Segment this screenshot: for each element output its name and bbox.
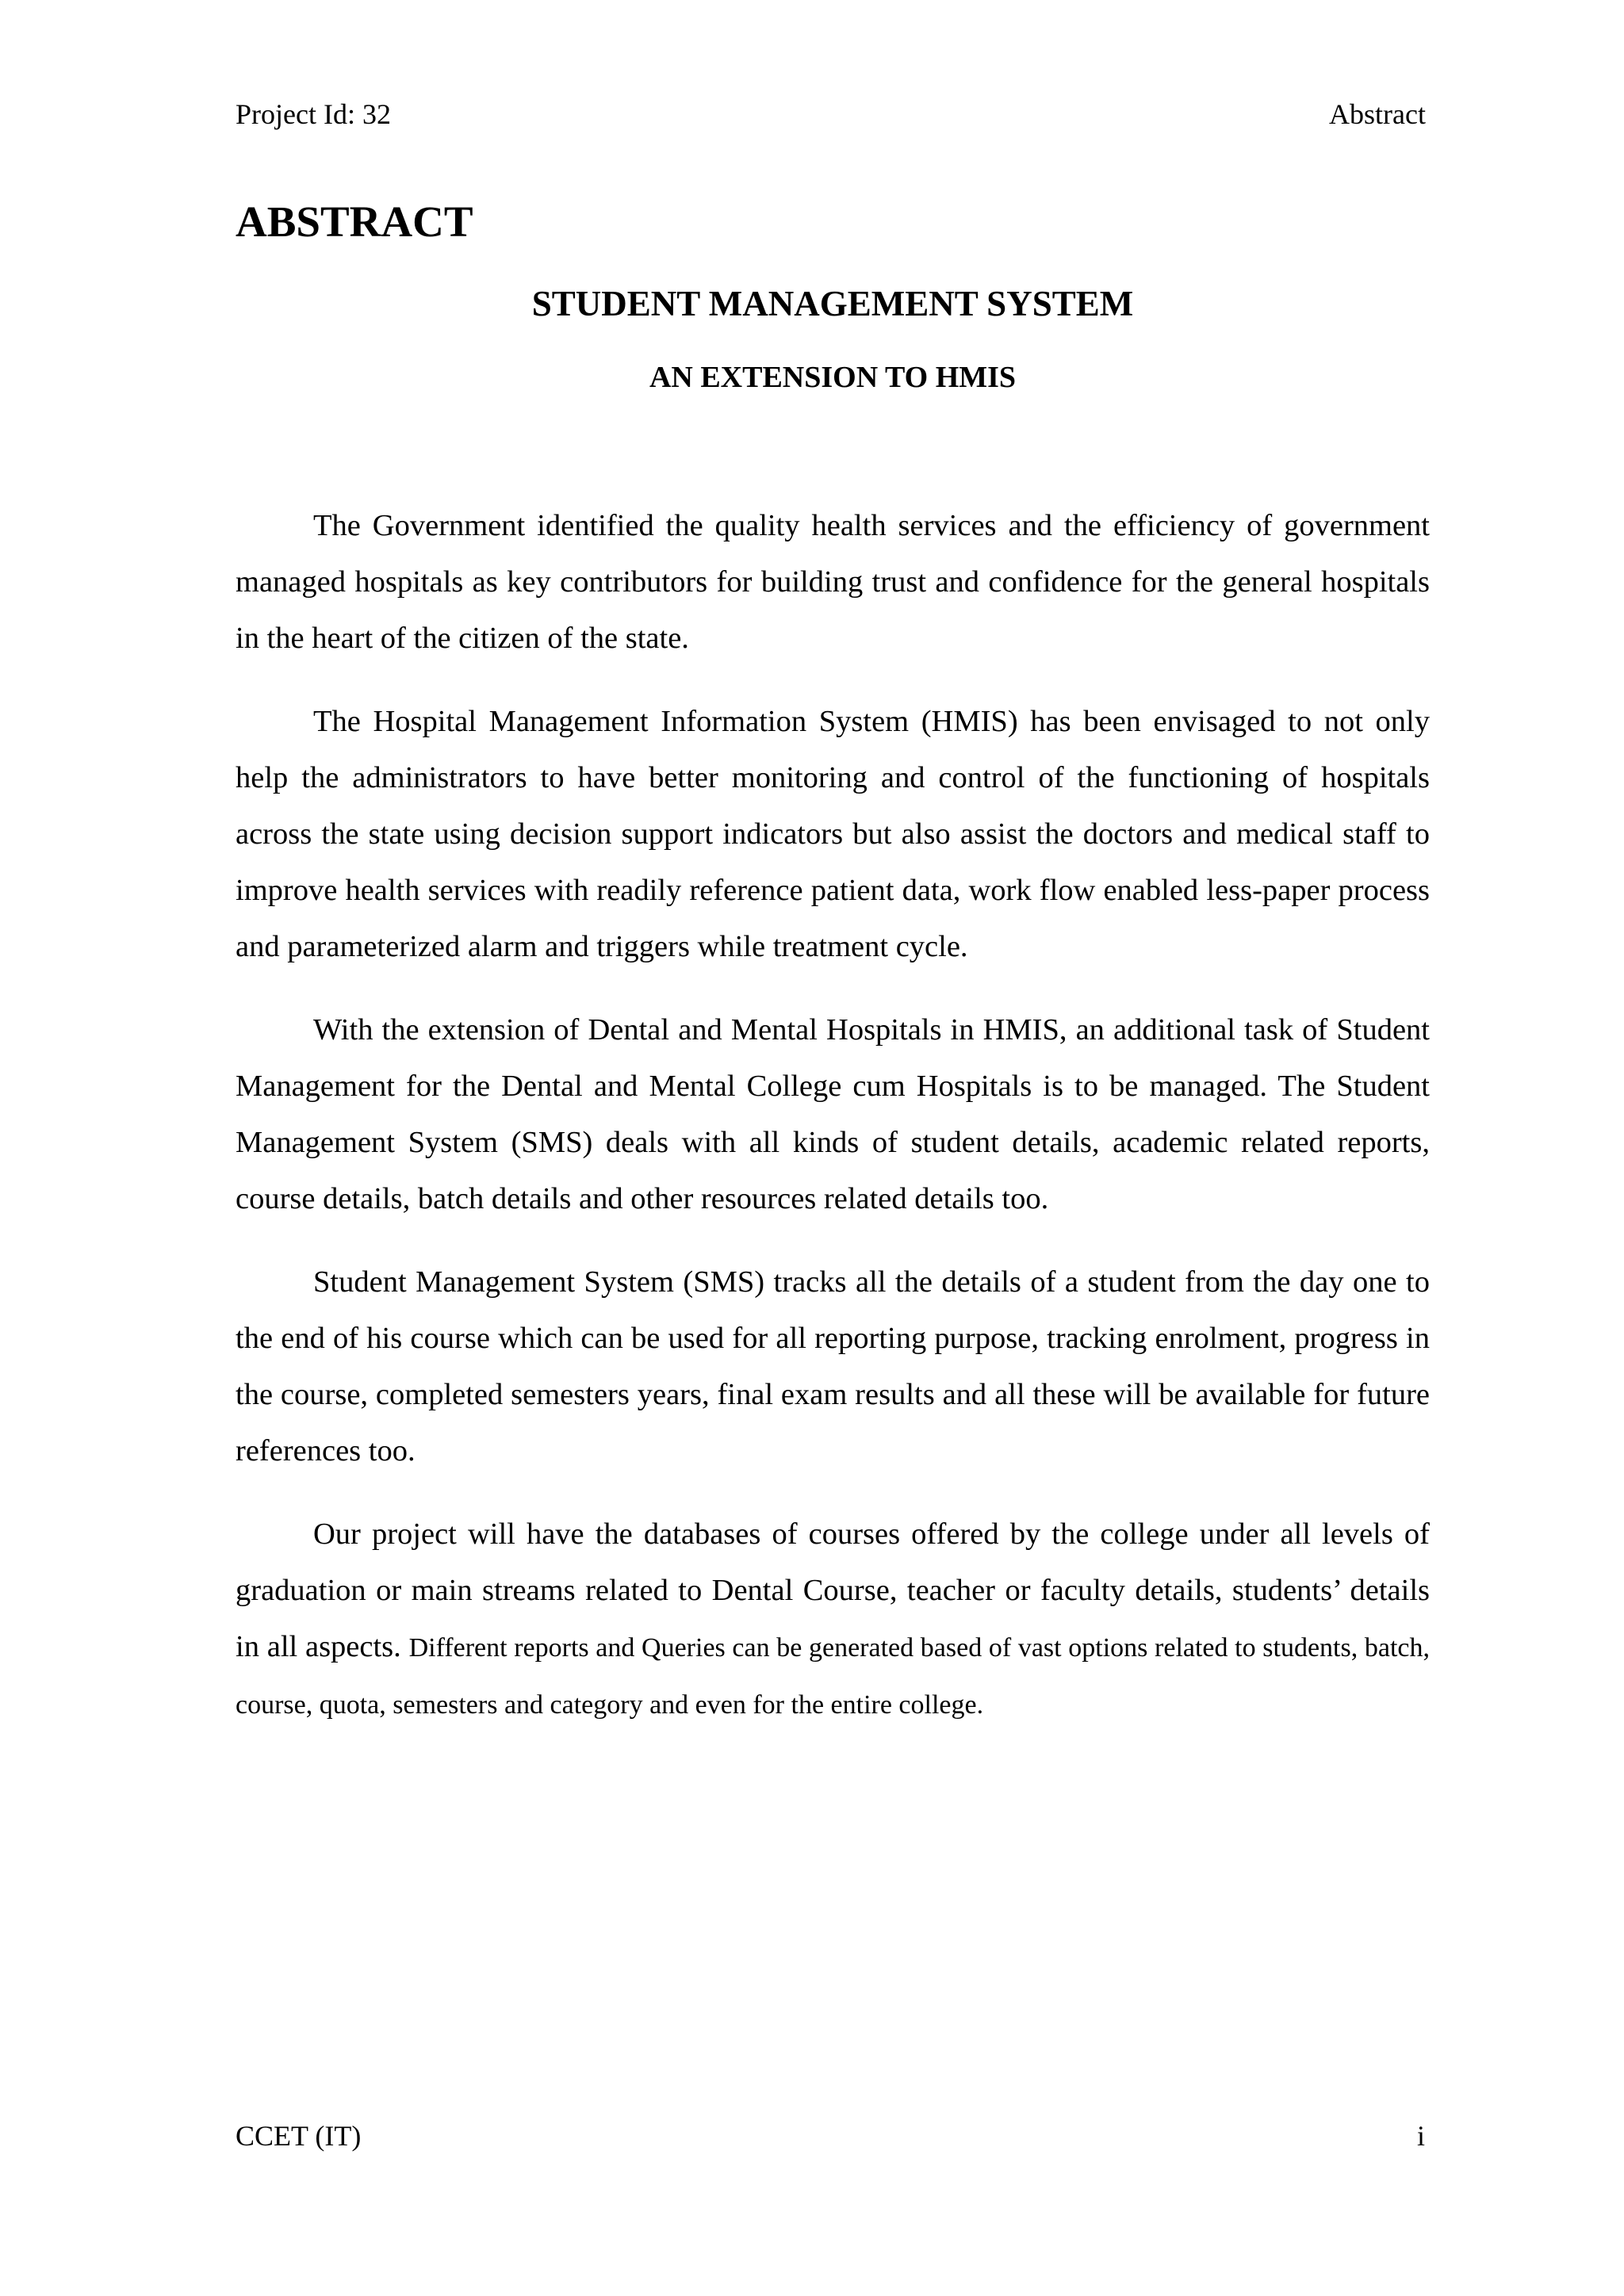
header-section: Abstract (1329, 98, 1426, 130)
paragraph-last-part2: Different reports and Queries can be generated based of vast options related to students, batch, course, quota, semesters and category and even for the entire college. (236, 1633, 1430, 1720)
paragraph-last (236, 1506, 1430, 1733)
footer-institution: CCET (IT) (236, 2120, 362, 2152)
paragraph: Student Management System (SMS) tracks all the details of a student from the day one to the end of his course which can be used for all reporting purpose, tracking enrolment, progress in the course, completed semesters years, final exam results and all these will be available for future references too. (236, 1265, 1430, 1468)
header-project-id: Project Id: 32 (236, 98, 391, 130)
paragraph: The Hospital Management Information System (HMIS) has been envisaged to not only help the administrators to have better monitoring and control of the functioning of hospitals across the state using decision support indicators but also assist the doctors and medical staff to improve health services with readily reference patient data, work flow enabled less-paper process and parameterized alarm and triggers while treatment cycle. (236, 705, 1430, 963)
paragraph: With the extension of Dental and Mental Hospitals in HMIS, an additional task of Student Management for the Dental and Mental College cum Hospitals is to be managed. The Student Management System (SMS) deals with all kinds of student details, academic related reports, course details, batch details and other resources related details too. (236, 1013, 1430, 1215)
abstract-body (236, 498, 1430, 1760)
paragraph: The Government identified the quality health services and the efficiency of government managed hospitals as key contributors for building trust and confidence for the general hospitals in the heart of the citizen of the state. (236, 509, 1430, 655)
paragraph-last-part1: Our project will have the databases of courses offered by the college under all levels of graduation or main streams related to Dental Course, teacher or faculty details, students’ details in all aspects. (236, 1517, 1430, 1663)
abstract-heading: ABSTRACT (236, 197, 473, 246)
document-title: STUDENT MANAGEMENT SYSTEM (531, 284, 1134, 323)
document-subtitle: AN EXTENSION TO HMIS (649, 361, 1017, 394)
footer-page-number: i (1416, 2120, 1425, 2152)
